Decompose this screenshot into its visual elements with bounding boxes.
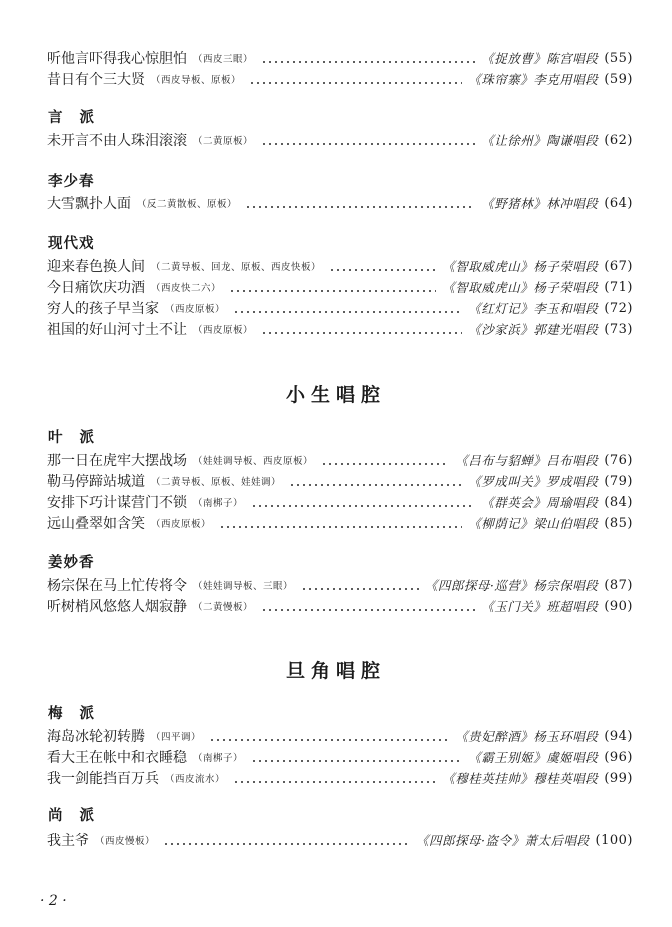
entry-mode: （西皮原板） — [151, 519, 212, 530]
entry-page: (96) — [604, 750, 633, 765]
entry-source: 《野猪林》林冲唱段 — [481, 196, 599, 211]
entry-page: (71) — [604, 280, 633, 295]
entry-page: (87) — [604, 578, 633, 593]
entry-title: 杨宗保在马上忙传将令 — [47, 578, 187, 594]
entry-title: 祖国的好山河寸土不让 — [47, 322, 187, 338]
page-number: · 2 · — [40, 893, 67, 909]
entry-source: 《沙家浜》郭建光唱段 — [468, 322, 599, 337]
toc-entry[interactable] — [47, 130, 633, 150]
dot-leader — [233, 311, 462, 313]
toc-entry[interactable] — [47, 256, 633, 276]
entry-title: 看大王在帐中和衣睡稳 — [47, 750, 187, 766]
school-heading: 梅 派 — [48, 706, 101, 722]
section-title: 旦角唱腔 — [285, 660, 386, 682]
dot-leader — [261, 61, 475, 63]
entry-page: (99) — [604, 771, 633, 786]
entry-title: 我一剑能挡百万兵 — [47, 771, 159, 787]
entry-page: (55) — [604, 51, 633, 66]
entry-mode: （西皮原板） — [193, 325, 254, 336]
entry-title: 未开言不由人珠泪滚滚 — [47, 133, 187, 149]
toc-entry[interactable] — [47, 450, 633, 470]
entry-page: (90) — [604, 599, 633, 614]
entry-page: (67) — [604, 259, 633, 274]
entry-source: 《柳荫记》梁山伯唱段 — [468, 516, 599, 531]
school-heading: 李少春 — [48, 174, 95, 190]
entry-source: 《玉门关》班超唱段 — [481, 599, 599, 614]
toc-entry[interactable] — [47, 768, 633, 788]
toc-entry[interactable] — [47, 596, 633, 616]
entry-source: 《智取威虎山》杨子荣唱段 — [442, 280, 599, 295]
entry-mode: （娃娃调导板、三眼） — [193, 581, 294, 592]
dot-leader — [301, 588, 419, 590]
dot-leader — [245, 206, 475, 208]
entry-title: 穷人的孩子早当家 — [47, 301, 159, 317]
entry-page: (94) — [604, 729, 633, 744]
toc-entry[interactable] — [47, 48, 633, 68]
school-heading: 言 派 — [48, 110, 101, 126]
entry-title: 那一日在虎牢大摆战场 — [47, 453, 187, 469]
entry-page: (79) — [604, 474, 633, 489]
entry-mode: （南梆子） — [193, 753, 244, 764]
dot-leader — [261, 143, 475, 145]
entry-source: 《贵妃醉酒》杨玉环唱段 — [455, 729, 599, 744]
entry-source: 《穆桂英挂帅》穆桂英唱段 — [442, 771, 599, 786]
dot-leader — [289, 484, 462, 486]
dot-leader — [249, 82, 462, 84]
entry-mode: （二黄慢板） — [193, 602, 254, 613]
school-heading: 现代戏 — [48, 236, 95, 252]
school-heading: 叶 派 — [48, 430, 101, 446]
toc-entry[interactable] — [47, 319, 633, 339]
dot-leader — [261, 332, 462, 334]
entry-page: (73) — [604, 322, 633, 337]
entry-mode: （西皮原板） — [165, 304, 226, 315]
entry-title: 勒马停蹄站城道 — [47, 474, 145, 490]
toc-entry[interactable] — [47, 830, 633, 850]
entry-page: (84) — [604, 495, 633, 510]
dot-leader — [233, 781, 436, 783]
dot-leader — [219, 526, 462, 528]
school-heading: 尚 派 — [48, 808, 101, 824]
entry-title: 迎来春色换人间 — [47, 259, 145, 275]
toc-entry[interactable] — [47, 575, 633, 595]
entry-mode: （四平调） — [151, 732, 202, 743]
entry-mode: （西皮慢板） — [95, 836, 156, 847]
entry-page: (62) — [604, 133, 633, 148]
toc-entry[interactable] — [47, 513, 633, 533]
entry-mode: （西皮快二六） — [151, 283, 222, 294]
entry-page: (100) — [595, 833, 633, 848]
entry-title: 听他言吓得我心惊胆怕 — [47, 51, 187, 67]
entry-title: 今日痛饮庆功酒 — [47, 280, 145, 296]
dot-leader — [251, 505, 475, 507]
entry-source: 《四郎探母·巡营》杨宗保唱段 — [424, 578, 599, 593]
entry-page: (85) — [604, 516, 633, 531]
entry-page: (64) — [604, 196, 633, 211]
toc-entry[interactable] — [47, 747, 633, 767]
toc-entry[interactable] — [47, 277, 633, 297]
dot-leader — [209, 739, 449, 741]
entry-title: 海岛冰轮初转腾 — [47, 729, 145, 745]
entry-page: (76) — [604, 453, 633, 468]
entry-mode: （西皮流水） — [165, 774, 226, 785]
entry-source: 《让徐州》陶谦唱段 — [481, 133, 599, 148]
entry-mode: （二黄导板、原板、娃娃调） — [151, 477, 282, 488]
entry-title: 远山叠翠如含笑 — [47, 516, 145, 532]
entry-source: 《智取威虎山》杨子荣唱段 — [442, 259, 599, 274]
entry-source: 《罗成叫关》罗成唱段 — [468, 474, 599, 489]
toc-entry[interactable] — [47, 726, 633, 746]
dot-leader — [329, 269, 436, 271]
toc-entry[interactable] — [47, 193, 633, 213]
entry-source: 《红灯记》李玉和唱段 — [468, 301, 599, 316]
toc-entry[interactable] — [47, 471, 633, 491]
dot-leader — [229, 290, 436, 292]
entry-title: 大雪飘扑人面 — [47, 196, 131, 212]
dot-leader — [251, 760, 462, 762]
entry-title: 我主爷 — [47, 833, 89, 849]
entry-title: 安排下巧计谋营门不锁 — [47, 495, 187, 511]
section-title: 小生唱腔 — [285, 384, 386, 406]
entry-mode: （二黄原板） — [193, 136, 254, 147]
entry-mode: （南梆子） — [193, 498, 244, 509]
school-heading: 姜妙香 — [48, 555, 95, 571]
toc-entry[interactable] — [47, 69, 633, 89]
entry-mode: （反二黄散板、原板） — [137, 199, 238, 210]
entry-source: 《群英会》周瑜唱段 — [481, 495, 599, 510]
toc-entry[interactable] — [47, 492, 633, 512]
dot-leader — [321, 463, 449, 465]
entry-title: 昔日有个三大贤 — [47, 72, 145, 88]
entry-page: (72) — [604, 301, 633, 316]
entry-source: 《吕布与貂蝉》吕布唱段 — [455, 453, 599, 468]
toc-entry[interactable] — [47, 298, 633, 318]
entry-source: 《珠帘寨》李克用唱段 — [468, 72, 599, 87]
entry-page: (59) — [604, 72, 633, 87]
entry-mode: （二黄导板、回龙、原板、西皮快板） — [151, 262, 322, 273]
dot-leader — [261, 609, 475, 611]
entry-source: 《四郎探母·盗令》萧太后唱段 — [416, 833, 590, 848]
entry-mode: （西皮三眼） — [193, 54, 254, 65]
entry-mode: （西皮导板、原板） — [151, 75, 242, 86]
entry-source: 《霸王别姬》虞姬唱段 — [468, 750, 599, 765]
entry-mode: （娃娃调导板、西皮原板） — [193, 456, 314, 467]
entry-title: 听树梢风悠悠人烟寂静 — [47, 599, 187, 615]
dot-leader — [163, 843, 410, 845]
entry-source: 《捉放曹》陈宫唱段 — [481, 51, 599, 66]
